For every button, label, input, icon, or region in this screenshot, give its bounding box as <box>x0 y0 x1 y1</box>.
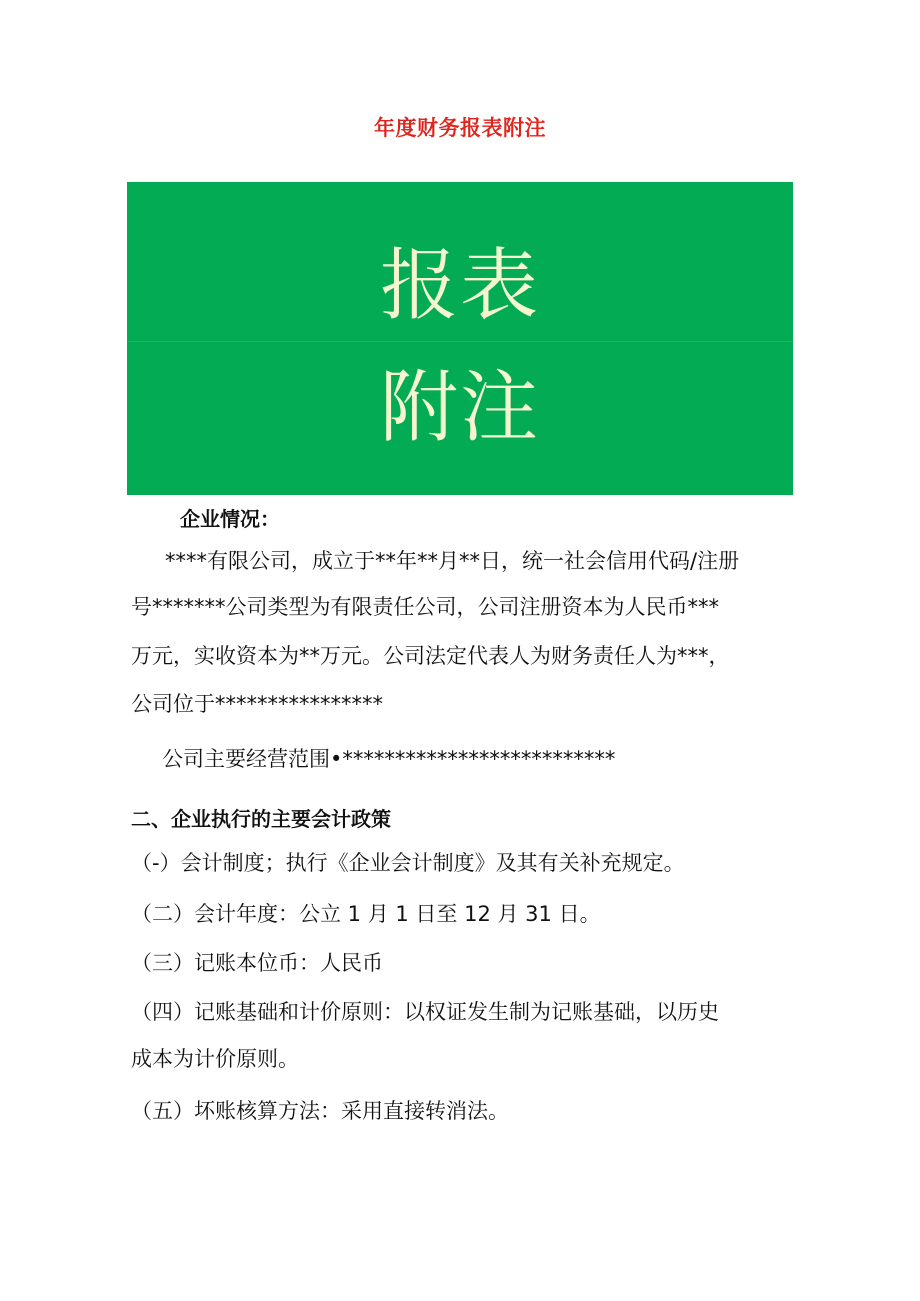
banner-divider <box>127 341 793 342</box>
policy-item-4-continued: 成本为计价原则。 <box>131 1047 299 1071</box>
policy-item-2: （二）会计年度：公立 1 月 1 日至 12 月 31 日。 <box>131 902 601 926</box>
company-para-line-1: ****有限公司，成立于**年**月**日，统一社会信用代码/注册 <box>165 549 740 573</box>
banner-line-2: 附注 <box>379 363 540 453</box>
company-para-line-4: 公司位于**************** <box>131 692 383 716</box>
business-scope-para: 公司主要经营范围•************************** <box>162 747 616 771</box>
document-title: 年度财务报表附注 <box>374 116 546 140</box>
company-para-line-3: 万元，实收资本为**万元。公司法定代表人为财务责任人为***， <box>131 644 730 668</box>
policy-item-4: （四）记账基础和计价原则：以权证发生制为记账基础，以历史 <box>131 1000 719 1024</box>
section-heading-policies: 二、企业执行的主要会计政策 <box>131 807 391 831</box>
company-para-line-2: 号*******公司类型为有限责任公司，公司注册资本为人民币*** <box>131 595 719 619</box>
policy-item-5: （五）坏账核算方法：采用直接转消法。 <box>131 1099 509 1123</box>
cover-banner <box>127 182 793 495</box>
policy-item-1: （-）会计制度；执行《企业会计制度》及其有关补充规定。 <box>131 851 685 875</box>
policy-item-3: （三）记账本位币：人民币 <box>131 951 383 975</box>
section-heading-company: 企业情况： <box>180 507 280 531</box>
banner-line-1: 报表 <box>379 241 540 331</box>
